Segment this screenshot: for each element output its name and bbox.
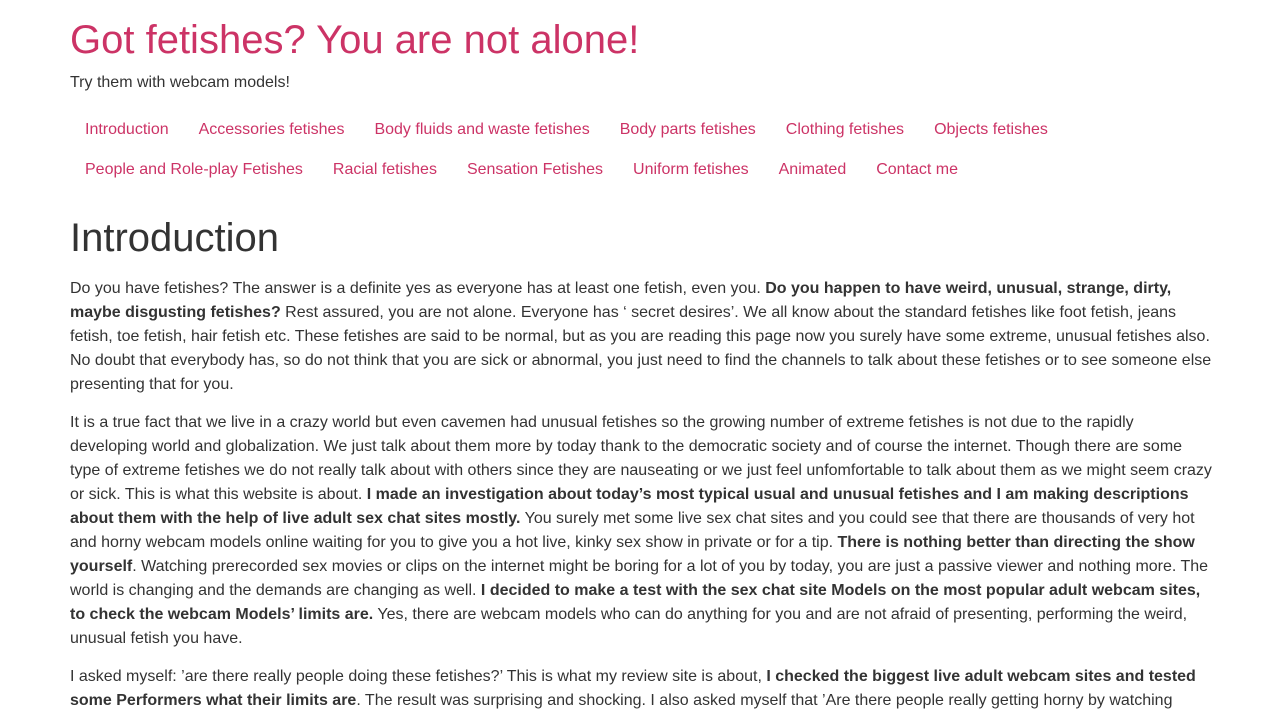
- bold-text: I made an investigation about today’s most typical usual and unusual fetishes and I am making descriptions about them with the help of live adult sex chat sites mostly.: [70, 486, 1189, 527]
- text: You surely met some live sex chat sites and you could see that there are thousands of very hot and horny webcam models online waiting for you to give you a hot live, kinky sex show in private or for a tip.: [70, 510, 1195, 551]
- text: It is a true fact that we live in a crazy world but even cavemen had unusual fetishes so the growing number of extreme fetishes is not due to the rapidly developing world and globalization. We just talk about them more by today thank to the democratic society and of course the internet. Though there are some type of extreme fetishes we do not really talk about with others since they are nauseating or we just feel unfomfortable to talk about them as we might seem crazy or sick. This is what this website is about.: [70, 414, 1212, 503]
- article-content: [70, 277, 1212, 727]
- nav-row-1: [70, 110, 1210, 150]
- paragraph-1: [70, 277, 1212, 397]
- nav-link-accessories-fetishes[interactable]: Accessories fetishes: [198, 121, 345, 138]
- bold-text: There is nothing better than directing the show yourself: [70, 534, 1195, 575]
- site-tagline: Try them with webcam models!: [70, 74, 290, 91]
- nav-link-contact-me[interactable]: Contact me: [876, 161, 959, 178]
- page-title: Introduction: [70, 216, 280, 260]
- text: Rest assured, you are not alone. Everyone has ‘ secret desires’. We all know about the standard fetishes like foot fetish, jeans fetish, toe fetish, hair fetish etc. These fetishes are said to be normal, but as you are reading this page now you surely have some extreme, unusual fetishes also. No doubt that everybody has, so do not think that you are sick or abnormal, you just need to find the channels to talk about these fetishes or to see someone else presenting that for you.: [70, 304, 1212, 393]
- nav-link-animated[interactable]: Animated: [778, 161, 847, 178]
- text: . The result was surprising and shocking. I also asked myself that ’Are there people really getting horny by watching: [356, 692, 1173, 709]
- bold-text: Do you happen to have weird, unusual, strange, dirty, maybe disgusting fetishes?: [70, 280, 1172, 321]
- nav-link-objects-fetishes[interactable]: Objects fetishes: [934, 121, 1048, 138]
- nav-link-racial-fetishes[interactable]: Racial fetishes: [332, 161, 437, 178]
- paragraph-2: [70, 411, 1212, 651]
- nav-link-introduction[interactable]: Introduction: [85, 121, 169, 138]
- nav-row-2: [70, 150, 1210, 190]
- site-title-link[interactable]: Got fetishes? You are not alone!: [70, 18, 640, 62]
- nav-link-body-parts-fetishes[interactable]: Body parts fetishes: [619, 121, 756, 138]
- nav-link-uniform-fetishes[interactable]: Uniform fetishes: [633, 161, 749, 178]
- nav-link-clothing-fetishes[interactable]: Clothing fetishes: [785, 121, 905, 138]
- bold-text: I decided to make a test with the sex chat site Models on the most popular adult webcam sites, to check the webcam Models’ limits are.: [70, 582, 1201, 623]
- text: Do you have fetishes? The answer is a definite yes as everyone has at least one fetish, even you.: [70, 280, 766, 297]
- text: I asked myself: ’are there really people doing these fetishes?’ This is what my review site is about,: [70, 668, 767, 685]
- nav-link-sensation-fetishes[interactable]: Sensation Fetishes: [466, 161, 604, 178]
- text: . Watching prerecorded sex movies or clips on the internet might be boring for a lot of you by today, you are just a passive viewer and nothing more. The world is changing and the demands are changing as well.: [70, 558, 1209, 599]
- nav-link-people-roleplay-fetishes[interactable]: People and Role-play Fetishes: [85, 161, 303, 178]
- paragraph-3: [70, 665, 1212, 713]
- nav-link-body-fluids-fetishes[interactable]: Body fluids and waste fetishes: [374, 121, 590, 138]
- main-navigation: [70, 110, 1210, 190]
- text: Yes, there are webcam models who can do anything for you and are not afraid of presenting, performing the weird, unusual fetish you have.: [70, 606, 1188, 647]
- bold-text: I checked the biggest live adult webcam sites and tested some Performers what their limits are: [70, 668, 1196, 709]
